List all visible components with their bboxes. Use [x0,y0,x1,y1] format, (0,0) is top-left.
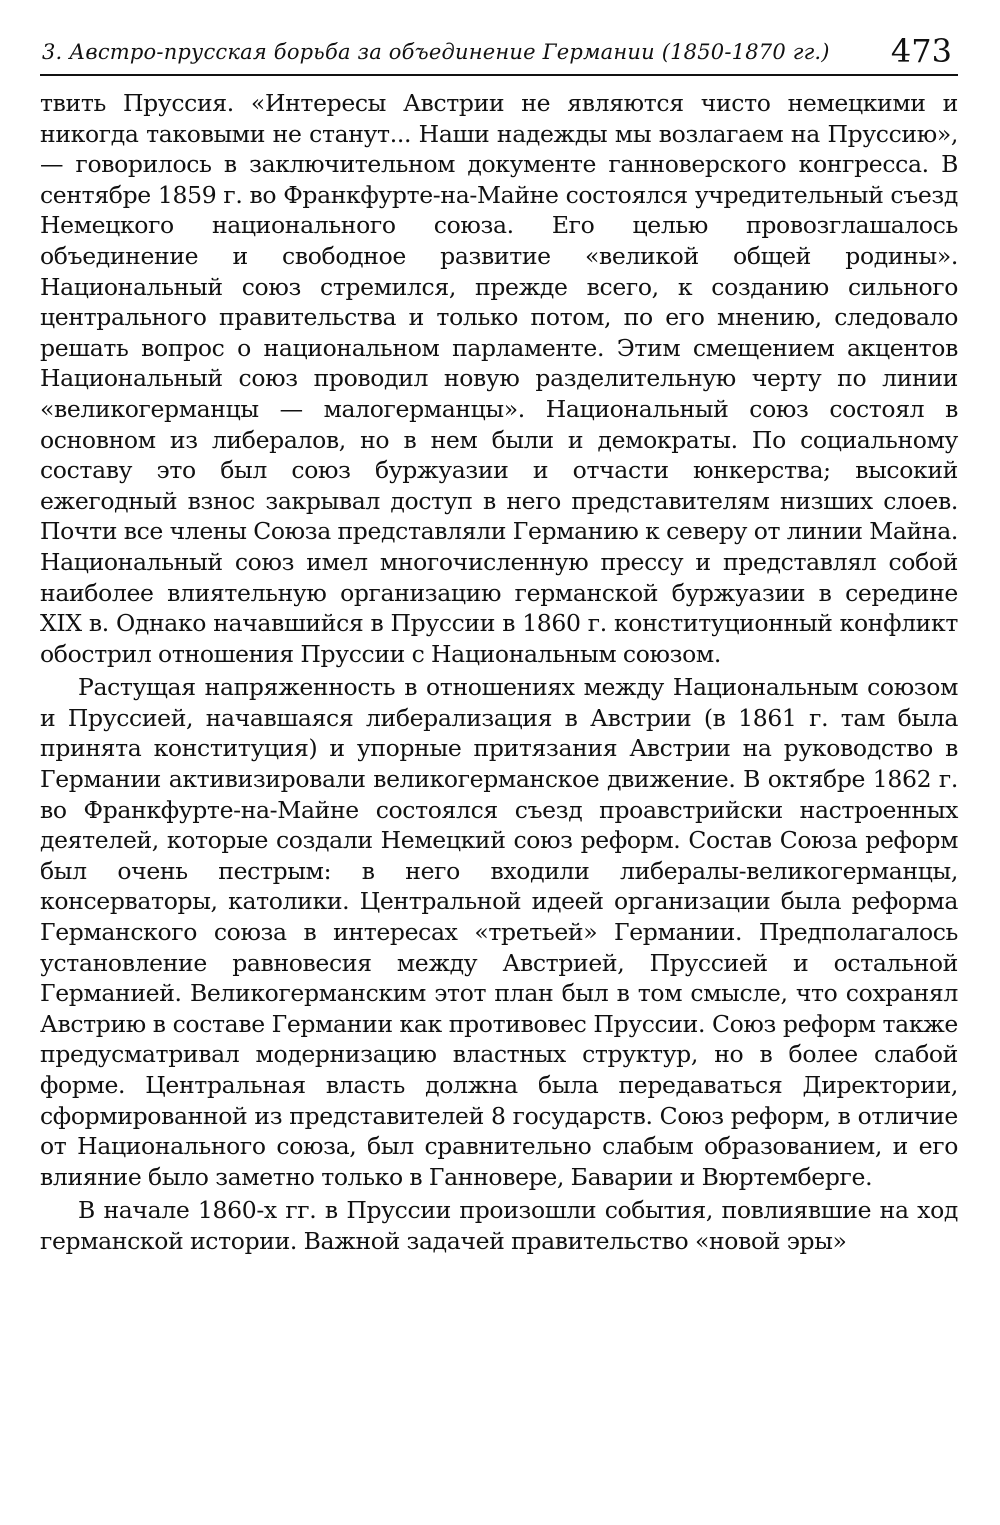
paragraph-continuation: твить Пруссия. «Интересы Австрии не являются чисто немецкими и никогда таковыми не станут... Наши надежды мы возлагаем на Пруссию», — говорилось в заключительном документе ганноверского конгресса. В сентябре 1859 г. во Франкфурте-на-Майне состоялся учредительный съезд Немецкого национального союза. Его целью провозглашалось объединение и свободное развитие «великой общей родины». Национальный союз стремился, прежде всего, к созданию сильного центрального правительства и только потом, по его мнению, следовало решать вопрос о национальном парламенте. Этим смещением акцентов Национальный союз проводил новую разделительную черту по линии «великогерманцы — малогерманцы». Национальный союз состоял в основном из либералов, но в нем были и демократы. По социальному составу это был союз буржуазии и отчасти юнкерства; высокий ежегодный взнос закрывал доступ в него представителям низших слоев. Почти все члены Союза представляли Германию к северу от линии Майна. Национальный союз имел многочисленную прессу и представлял собой наиболее влиятельную организацию германской буржуазии в середине XIX в. Однако начавшийся в Пруссии в 1860 г. конституционный конфликт обострил отношения Пруссии с Национальным союзом. [40,89,958,668]
paragraph-prussia-1860s: В начале 1860-х гг. в Пруссии произошли события, повлиявшие на ход германской истории. Важной задачей правительство «новой эры» [40,1196,958,1255]
page-number: 473 [890,32,952,70]
book-page [40,26,958,1260]
running-head [40,26,958,76]
running-title: 3. Австро-прусская борьба за объединение Германии (1850-1870 гг.) [42,40,830,64]
body-text [40,88,958,1257]
paragraph-reform-union: Растущая напряженность в отношениях между Национальным союзом и Пруссией, начавшаяся либерализация в Австрии (в 1861 г. там была принята конституция) и упорные притязания Австрии на руководство в Германии активизировали великогерманское движение. В октябре 1862 г. во Франкфурте-на-Майне состоялся съезд проавстрийски настроенных деятелей, которые создали Немецкий союз реформ. Состав Союза реформ был очень пестрым: в него входили либералы-великогерманцы, консерваторы, католики. Центральной идеей организации была реформа Германского союза в интересах «третьей» Германии. Предполагалось установление равновесия между Австрией, Пруссией и остальной Германией. Великогерманским этот план был в том смысле, что сохранял Австрию в составе Германии как противовес Пруссии. Союз реформ также предусматривал модернизацию властных структур, но в более слабой форме. Центральная власть должна была передаваться Директории, сформированной из представителей 8 государств. Союз реформ, в отличие от Национального союза, был сравнительно слабым образованием, и его влияние было заметно только в Ганновере, Баварии и Вюртемберге. [40,673,958,1191]
